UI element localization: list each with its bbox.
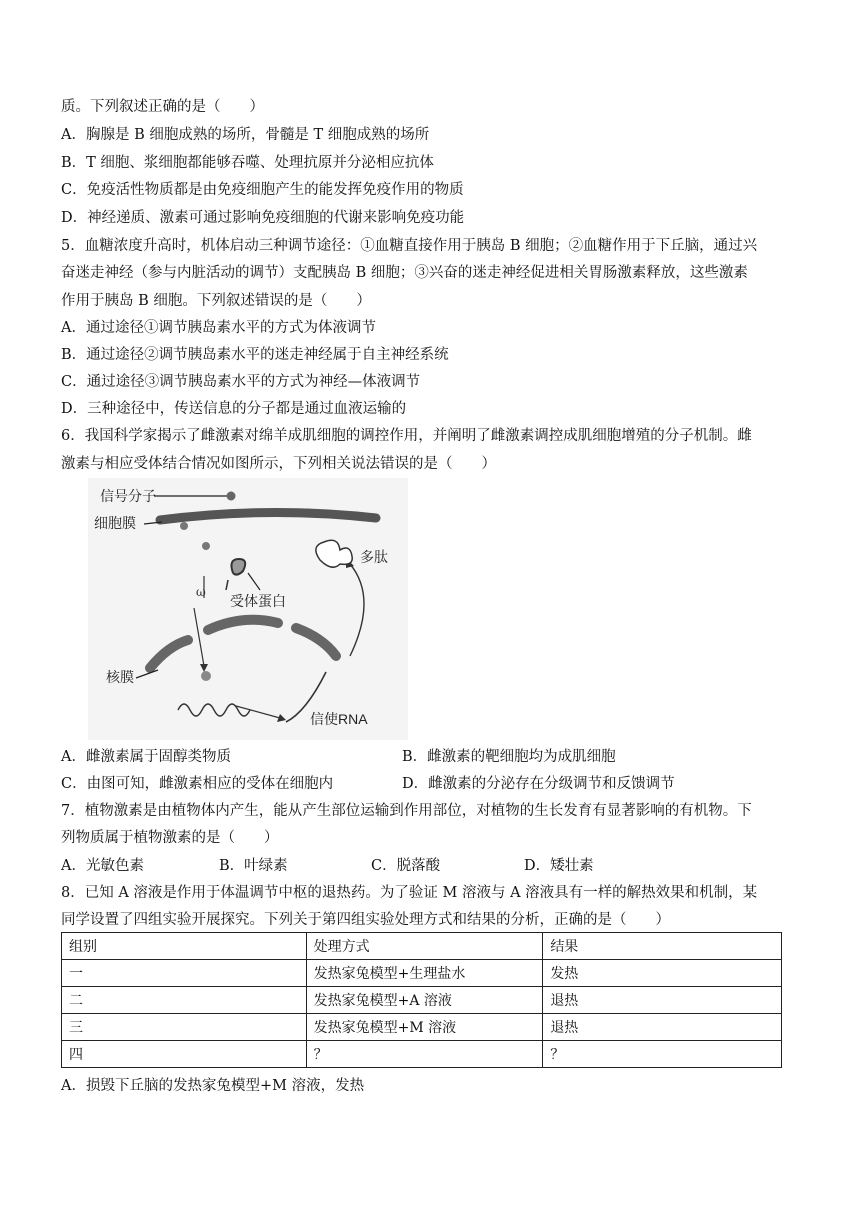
table-cell: 发热 (543, 960, 782, 987)
q5-option-b: B．通过途径②调节胰岛素水平的迷走神经属于自主神经系统 (61, 347, 449, 363)
table-cell: 退热 (543, 1014, 782, 1041)
q5-option-d: D．三种途径中，传送信息的分子都是通过血液运输的 (61, 401, 407, 417)
q6-option-d: D．雌激素的分泌存在分级调节和反馈调节 (402, 776, 675, 792)
q7-stem-line1: 7．植物激素是由植物体内产生，能从产生部位运输到作用部位，对植物的生长发育有显著影响的有机物。下 (61, 803, 752, 819)
svg-text:受体蛋白: 受体蛋白 (230, 593, 286, 609)
svg-text:ω: ω (196, 585, 206, 599)
experiment-table (61, 932, 782, 1068)
q6-stem-line1: 6．我国科学家揭示了雌激素对绵羊成肌细胞的调控作用，并阐明了雌激素调控成肌细胞增殖的分子机制。雌 (61, 428, 752, 444)
signal-molecule-dot (227, 492, 236, 501)
svg-text:核膜: 核膜 (106, 669, 134, 685)
table-cell: 退热 (543, 987, 782, 1014)
q5-stem-line1: 5．血糖浓度升高时，机体启动三种调节途径：①血糖直接作用于胰岛 B 细胞；②血糖作用于下丘脑，通过兴 (61, 238, 758, 254)
table-row (62, 960, 782, 987)
table-row (62, 1014, 782, 1041)
table-cell: 四 (62, 1041, 307, 1068)
q5-stem-line3: 作用于胰岛 B 细胞。下列叙述错误的是（ ） (61, 293, 371, 309)
q6-option-b: B．雌激素的靶细胞均为成肌细胞 (402, 749, 616, 765)
table-header-cell: 处理方式 (306, 933, 543, 960)
table-cell: 二 (62, 987, 307, 1014)
svg-text:信号分子: 信号分子 (100, 488, 156, 504)
q8-stem-line2: 同学设置了四组实验开展探究。下列关于第四组实验处理方式和结果的分析，正确的是（ ） (61, 912, 670, 928)
q4-option-b: B．T 细胞、浆细胞都能够吞噬、处理抗原并分泌相应抗体 (61, 155, 434, 171)
table-header-row (62, 933, 782, 960)
q4-stem-end: 质。下列叙述正确的是（ ） (61, 99, 264, 115)
q8-option-a: A．损毁下丘脑的发热家兔模型+M 溶液，发热 (61, 1078, 365, 1094)
q8-stem-line1: 8．已知 A 溶液是作用于体温调节中枢的退热药。为了验证 M 溶液与 A 溶液具有一样的解热效果和机制，某 (61, 885, 758, 901)
q7-option-d: D．矮壮素 (524, 858, 594, 874)
table-cell: 发热家兔模型+生理盐水 (306, 960, 543, 987)
svg-text:信使RNA: 信使RNA (310, 711, 368, 727)
svg-text:多肽: 多肽 (360, 549, 388, 565)
table-header-cell: 结果 (543, 933, 782, 960)
q4-option-c: C．免疫活性物质都是由免疫细胞产生的能发挥免疫作用的物质 (61, 182, 464, 198)
table-cell: 三 (62, 1014, 307, 1041)
q4-option-a: A．胸腺是 B 细胞成熟的场所，骨髓是 T 细胞成熟的场所 (61, 127, 430, 143)
table-cell: 发热家兔模型+A 溶液 (306, 987, 543, 1014)
q4-option-d: D．神经递质、激素可通过影响免疫细胞的代谢来影响免疫功能 (61, 210, 465, 226)
table-cell: ？ (543, 1041, 782, 1068)
q7-option-a: A．光敏色素 (61, 858, 144, 874)
table-row (62, 1041, 782, 1068)
q7-option-c: C．脱落酸 (371, 858, 441, 874)
q5-option-a: A．通过途径①调节胰岛素水平的方式为体液调节 (61, 320, 376, 336)
q6-option-a: A．雌激素属于固醇类物质 (61, 749, 231, 765)
q6-option-c: C．由图可知，雌激素相应的受体在细胞内 (61, 776, 334, 792)
table-cell: 一 (62, 960, 307, 987)
estrogen-receptor-diagram (88, 478, 408, 740)
q5-stem-line2: 奋迷走神经（参与内脏活动的调节）支配胰岛 B 细胞；③兴奋的迷走神经促进相关胃肠激素释放，这些激素 (61, 265, 748, 281)
table-cell: 发热家兔模型+M 溶液 (306, 1014, 543, 1041)
q6-stem-line2: 激素与相应受体结合情况如图所示，下列相关说法错误的是（ ） (61, 456, 496, 472)
table-row (62, 987, 782, 1014)
q7-option-b: B．叶绿素 (219, 858, 288, 874)
q5-option-c: C．通过途径③调节胰岛素水平的方式为神经—体液调节 (61, 374, 421, 390)
table-cell: ？ (306, 1041, 543, 1068)
q7-stem-line2: 列物质属于植物激素的是（ ） (61, 830, 279, 846)
svg-text:细胞膜: 细胞膜 (94, 515, 136, 531)
table-header-cell: 组别 (62, 933, 307, 960)
